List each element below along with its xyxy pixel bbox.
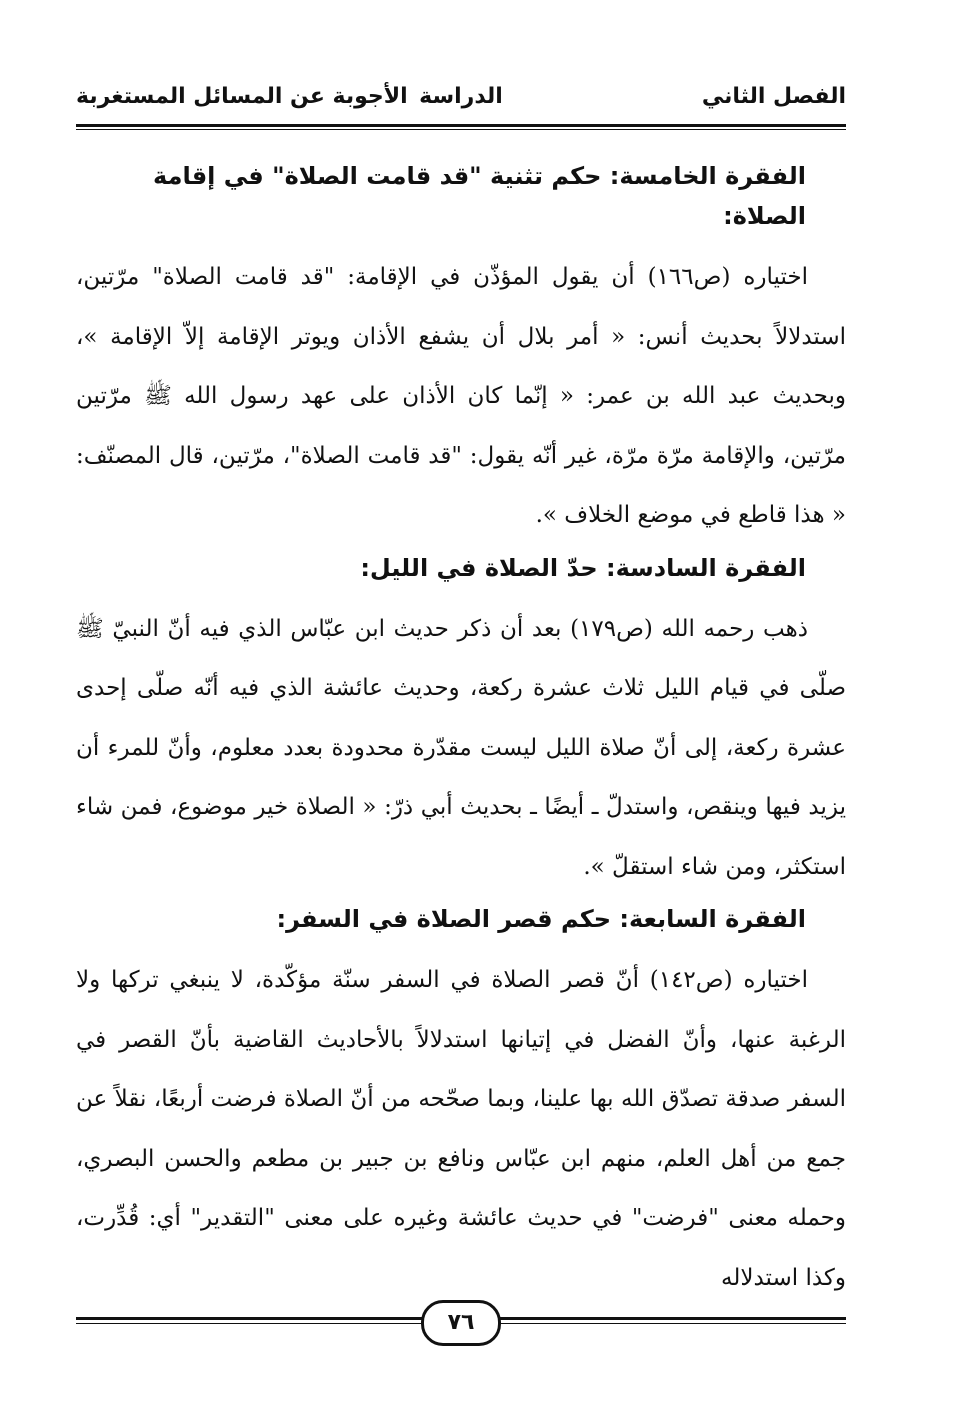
page-footer — [76, 1294, 846, 1344]
paragraph-text: ذهب رحمه الله (ص١٧٩) بعد أن ذكر حديث ابن عبّاس الذي فيه أنّ النبيّ ﷺ صلّى في قيام الليل ثلاث عشرة ركعة، وحديث عائشة الذي فيه أنّه صلّى إحدى عشرة ركعة، إلى أنّ صلاة الليل ليست مقدّرة محدودة بعدد معلوم، وأنّ للمرء أن يزيد فيها وينقص، واستدلّ ـ أيضًا ـ بحديث أبي ذرّ: « الصلاة خير موضوع، فمن شاء استكثر، ومن شاء استقلّ ». — [76, 615, 846, 880]
section-heading-7: الفقرة السابعة: حكم قصر الصلاة في السفر: — [276, 905, 806, 933]
header-rule-thin — [76, 129, 846, 130]
section-paragraph-5 — [76, 248, 846, 546]
page-body — [76, 156, 846, 1310]
paragraph-text: اختياره (ص١٤٢) أنّ قصر الصلاة في السفر سنّة مؤكّدة، لا ينبغي تركها ولا الرغبة عنها، وأنّ الفضل في إتيانها استدلالاً بالأحاديث القاضية بأنّ القصر في السفر صدقة تصدّق الله بها علينا، وبما صحّحه من أنّ الصلاة فرضت أربعًا، نقلاً عن جمع من أهل العلم، منهم ابن عبّاس ونافع بن جبير بن مطعم والحسن البصري، وحمله معنى "فرضت" في حديث عائشة وغيره على معنى "التقدير" أي: قُدِّرت، وكذا استدلاله — [76, 967, 846, 1291]
section-heading-5: الفقرة الخامسة: حكم تثنية "قد قامت الصلاة" في إقامة الصلاة: — [153, 162, 806, 230]
chapter-title: الفصل الثاني — [701, 84, 846, 109]
page-number: ٧٦ — [421, 1300, 501, 1346]
paragraph-text: اختياره (ص١٦٦) أن يقول المؤذّن في الإقامة: "قد قامت الصلاة" مرّتين، استدلالاً بحديث أنس: « أمر بلال أن يشفع الأذان ويوتر الإقامة إلاّ الإقامة »، وبحديث عبد الله بن عمر: « إنّما كان الأذان على عهد رسول الله ﷺ مرّتين مرّتين، والإقامة مرّة مرّة، غير أنّه يقول: "قد قامت الصلاة"، مرّتين، قال المصنّف: « هذا قاطع في موضع الخلاف ». — [76, 264, 846, 528]
running-header — [76, 78, 846, 122]
section-title: الدراسة — [419, 84, 503, 109]
section-paragraph-6 — [76, 600, 846, 898]
header-rule-thick — [76, 124, 846, 127]
book-title: الأجوبة عن المسائل المستغربة — [76, 84, 408, 109]
section-paragraph-7 — [76, 951, 846, 1308]
book-page — [76, 78, 846, 1378]
section-heading-6: الفقرة السادسة: حدّ الصلاة في الليل: — [360, 553, 806, 582]
